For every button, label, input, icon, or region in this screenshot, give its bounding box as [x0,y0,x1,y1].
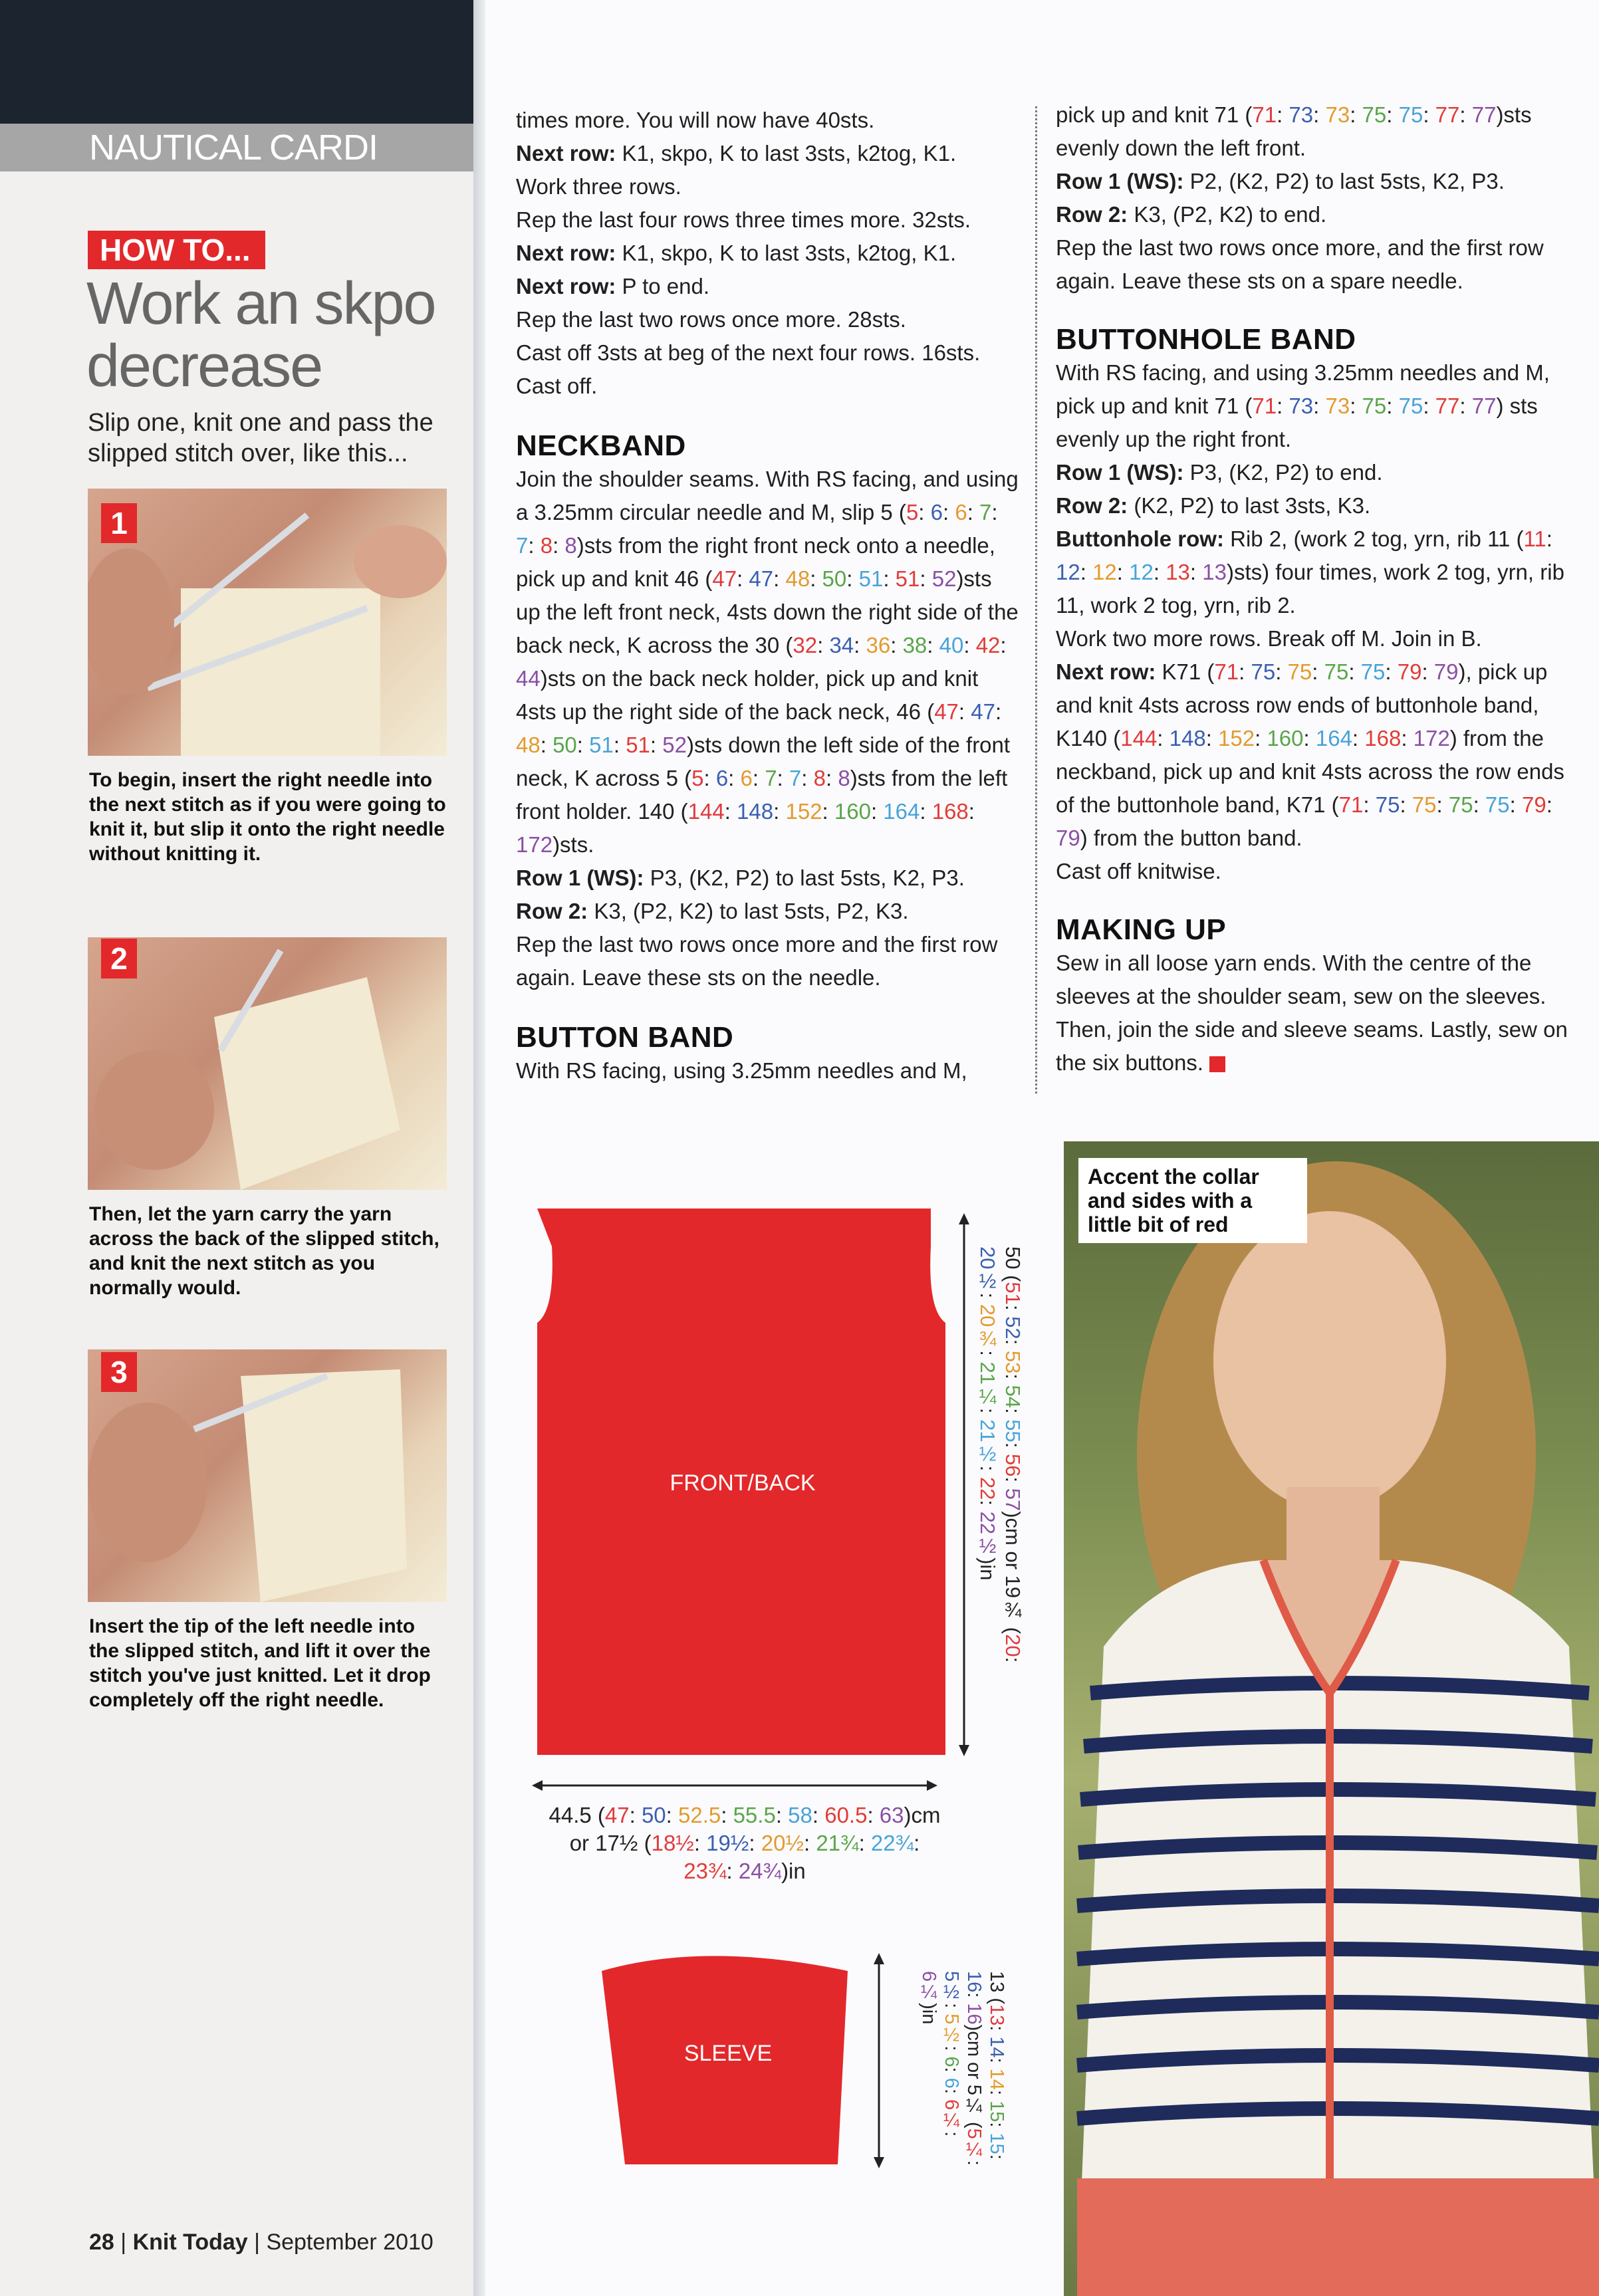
length-measurement: 50 (51: 52: 53: 54: 55: 56: 57)cm or 19¾ (20: 20½: 20¾: 21¼: 21½: 22: 22½)in [976,1246,1025,1663]
pattern-line: Work three rows. [516,174,681,199]
pattern-line: Cast off 3sts at beg of the next four rows. 16sts. [516,340,981,365]
pattern-line: Cast off knitwise. [1056,859,1221,883]
button-band-heading: BUTTON BAND [516,1021,734,1054]
magazine-name: Knit Today [132,2230,248,2255]
pattern-column-middle [516,104,1021,1088]
pattern-line: Cast off. [516,374,598,398]
buttonhole-band-heading: BUTTONHOLE BAND [1056,323,1356,356]
step-1-number: 1 [101,503,137,543]
pattern-line: Row 2: (K2, P2) to last 3sts, K3. [1056,493,1371,518]
neckband-heading: NECKBAND [516,429,686,462]
neckband-instructions: Join the shoulder seams. With RS facing, and using a 3.25mm circular needle and M, slip 5 (5: 6: 6: 7: 7: 8: 8)sts from the right front neck onto a needle, pick up and knit 46 (47: 47: 48: 50: 51: 51: 52)sts up the left front neck, 4sts down the right side of the back neck, K across the 30 (32: 34: 36: 38: 40: 42: 44)sts on the back neck holder, pick up and knit 4sts up the right side of the back neck, 46 (47: 47: 48: 50: 51: 51: 52)sts down the left side of the front neck, K across 5 (5: 6: 6: 7: 7: 8: 8)sts from the left front holder. 140 (144: 148: 152: 160: 164: 168: 172)sts. [516,467,1019,857]
how-to-intro: Slip one, knit one and pass the slipped stitch over, like this... [88,409,433,467]
sleeve-label: SLEEVE [683,2041,773,2066]
page-footer [89,2230,433,2255]
pattern-line: Next row: K1, skpo, K to last 3sts, k2tog, K1. [516,241,957,265]
buttonhole-instructions: With RS facing, and using 3.25mm needles and M, pick up and knit 71 (71: 73: 73: 75: 75: 77: 77) sts evenly up the right front. [1056,360,1550,451]
pattern-line: Row 2: K3, (P2, K2) to end. [1056,202,1327,227]
step-3-caption: Insert the tip of the left needle into the slipped stitch, and lift it over the stitch you've just knitted. Let it drop completely off the right needle. [89,1615,431,1711]
pattern-title: NAUTICAL CARDI [89,128,378,168]
step-3-number: 3 [101,1352,137,1392]
pattern-line: Row 1 (WS): P2, (K2, P2) to last 5sts, K2, P3. [1056,169,1505,193]
button-band-continued: pick up and knit 71 (71: 73: 73: 75: 75: 77: 77)sts evenly down the left front. [1056,102,1532,160]
how-to-badge: HOW TO... [88,231,265,269]
front-back-label: FRONT/BACK [670,1470,816,1496]
pattern-line: Rep the last four rows three times more. 32sts. [516,207,971,232]
sidebar-top-band [0,0,473,124]
sleeve-measurement: 13 (13: 14: 14: 15: 15: 16: 16)cm or 5¼ (5¼: 5½: 5½: 6: 6: 6¼: 6¼)in [918,1971,1007,2166]
making-up-heading: MAKING UP [1056,913,1227,946]
pattern-line: Next row: K71 (71: 75: 75: 75: 75: 79: 79), pick up and knit 4sts across row ends of buttonhole band, K140 (144: 148: 152: 160: 164: 168: 172) from the neckband, pick up and knit 4sts across the row ends of the buttonhole band, K71 (71: 75: 75: 75: 75: 79: 79) from the button band. [1056,659,1564,850]
pattern-line: times more. You will now have 40sts. [516,108,875,132]
pattern-line: Work two more rows. Break off M. Join in B. [1056,626,1482,651]
pattern-line: Row 2: K3, (P2, K2) to last 5sts, P2, K3. [516,899,909,923]
photo-caption: Accent the collar and sides with a little bit of red [1078,1158,1307,1243]
button-band-instructions: With RS facing, using 3.25mm needles and M, [516,1058,967,1083]
column-divider [1035,106,1037,1093]
step-2-number: 2 [101,939,137,978]
how-to-heading: Work an skpo decrease [86,271,435,400]
model-photo [1064,1141,1599,2296]
step-3-photo [88,1349,447,1602]
issue-date: September 2010 [266,2230,433,2255]
width-measurement: 44.5 (47: 50: 52.5: 55.5: 58: 60.5: 63)cm or 17½ (18½: 19½: 20½: 21¾: 22¾: 23¾: 24¾)in [549,1803,941,1883]
step-2-caption: Then, let the yarn carry the yarn across the back of the slipped stitch, and knit the next stitch as you normally would. [89,1203,439,1299]
pattern-line: Row 1 (WS): P3, (K2, P2) to end. [1056,460,1383,485]
page-number: 28 [89,2230,114,2255]
knitting-needles-illustration [88,489,447,756]
step-1-caption: To begin, insert the right needle into the next stitch as if you were going to knit it, but slip it onto the right needle without knitting it. [89,769,446,865]
page-spine-shadow [473,0,485,2296]
pattern-line: Rep the last two rows once more, and the first row again. Leave these sts on a spare needle. [1056,235,1544,293]
footer-divider: | [254,2230,267,2255]
pattern-line: Rep the last two rows once more and the first row again. Leave these sts on the needle. [516,932,998,990]
making-up-instructions: Sew in all loose yarn ends. With the centre of the sleeves at the shoulder seam, sew on the sleeves. Then, join the side and sleeve seams. Lastly, sew on the six buttons. [1056,951,1568,1075]
pattern-line: Next row: P to end. [516,274,710,298]
step-1-photo [88,489,447,756]
schematic-diagram [505,1183,1050,2194]
pattern-line: Buttonhole row: Rib 2, (work 2 tog, yrn, rib 11 (11: 12: 12: 12: 13: 13)sts) four times, work 2 tog, yrn, rib 11, work 2 tog, yrn, rib 2. [1056,526,1564,618]
knitting-needles-illustration [88,937,447,1190]
footer-divider: | [120,2230,133,2255]
pattern-line: Next row: K1, skpo, K to last 3sts, k2tog, K1. [516,141,957,166]
end-marker-icon [1209,1056,1225,1072]
pattern-line: Rep the last two rows once more. 28sts. [516,307,906,332]
knitting-needles-illustration [88,1349,447,1602]
step-2-photo [88,937,447,1190]
pattern-line: Row 1 (WS): P3, (K2, P2) to last 5sts, K2, P3. [516,865,965,890]
pattern-column-right [1056,98,1568,1080]
model-wearing-cardigan-illustration [1064,1141,1599,2296]
